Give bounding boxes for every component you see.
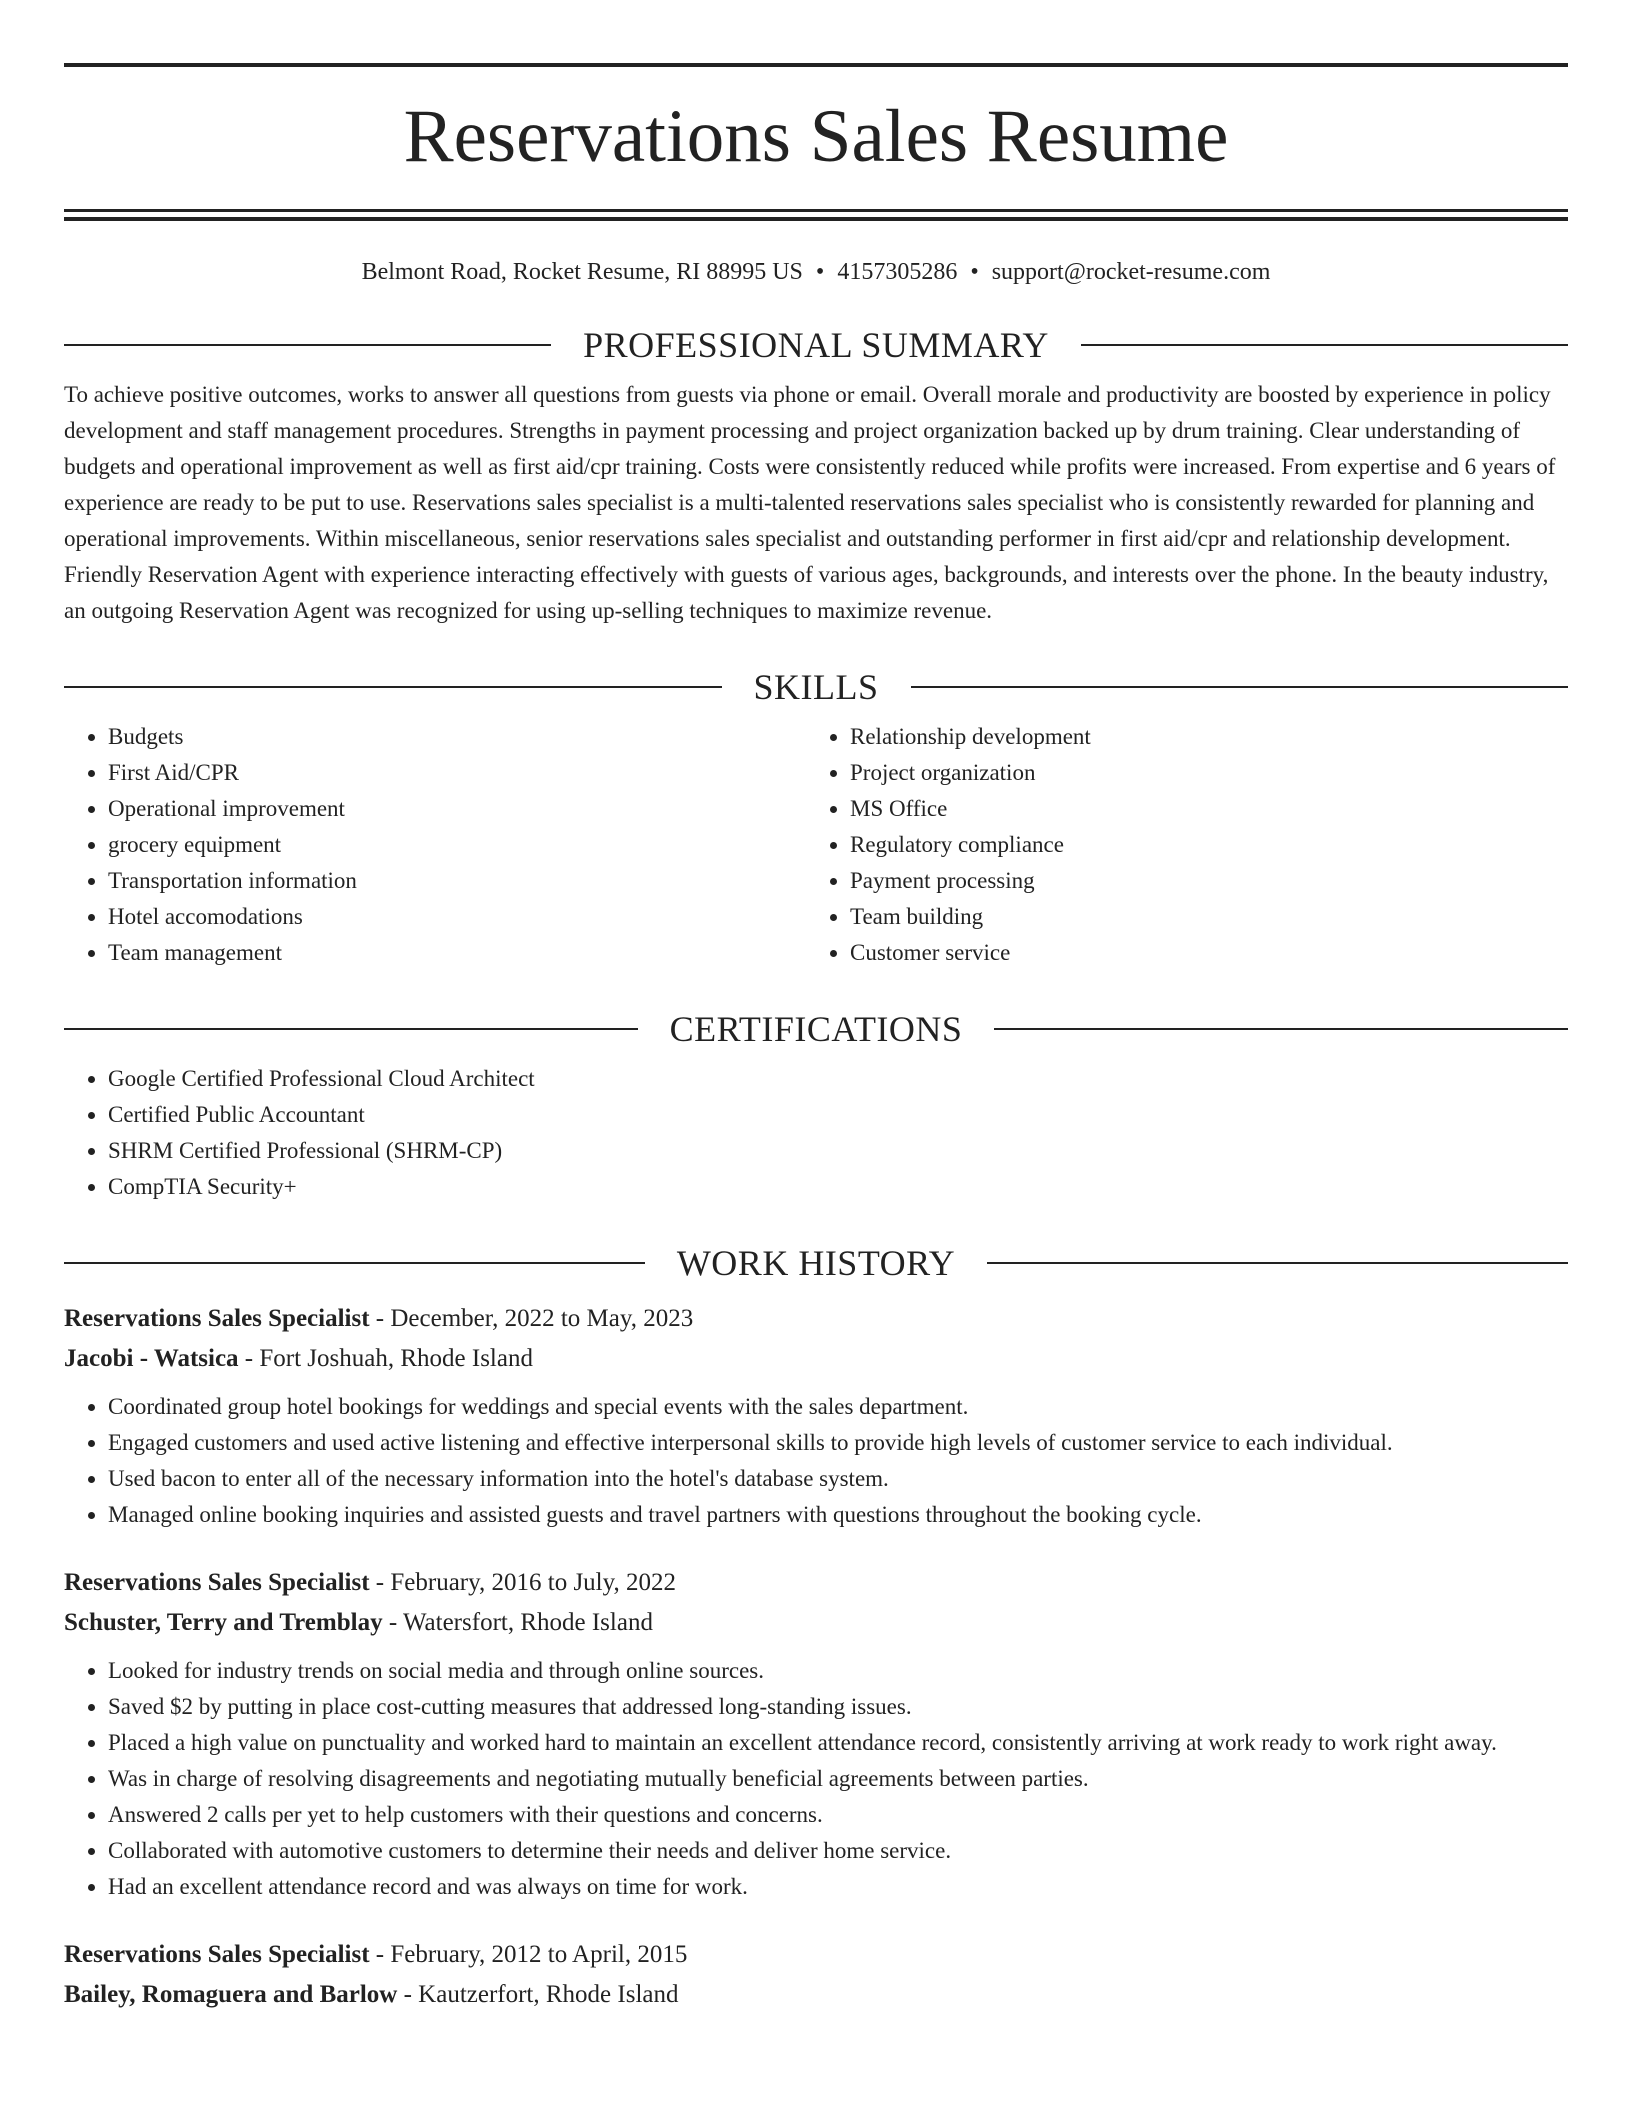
skill-item: • Budgets bbox=[108, 719, 806, 755]
job-title: Reservations Sales Specialist bbox=[64, 1305, 370, 1332]
section-title: PROFESSIONAL SUMMARY bbox=[583, 325, 1049, 365]
job-bullet: • Used bacon to enter all of the necessary information into the hotel's database system. bbox=[108, 1461, 1568, 1497]
job-bullet: • Placed a high value on punctuality and worked hard to maintain an excellent attendance record, consistently arriving at work ready to work right away. bbox=[108, 1725, 1568, 1761]
job-company-line bbox=[64, 1339, 1568, 1379]
job-location: - Kautzerfort, Rhode Island bbox=[397, 1981, 679, 2008]
heading-rule bbox=[1081, 344, 1568, 346]
section-heading-work-history bbox=[64, 1241, 1568, 1285]
job-dates: - February, 2016 to July, 2022 bbox=[369, 1569, 676, 1596]
section-heading-skills bbox=[64, 665, 1568, 709]
heading-rule bbox=[994, 1028, 1568, 1030]
skills-list bbox=[64, 719, 1568, 971]
skill-item: • Hotel accomodations bbox=[108, 899, 806, 935]
job-entry bbox=[64, 1563, 1568, 1905]
heading-rule bbox=[64, 1028, 638, 1030]
job-company: Jacobi - Watsica bbox=[64, 1345, 239, 1372]
skill-item: • Regulatory compliance bbox=[850, 827, 1548, 863]
contact-separator: • bbox=[970, 259, 979, 285]
job-location: - Fort Joshuah, Rhode Island bbox=[238, 1345, 533, 1372]
job-bullet: • Was in charge of resolving disagreements and negotiating mutually beneficial agreements between parties. bbox=[108, 1761, 1568, 1797]
job-title-line bbox=[64, 1935, 1568, 1975]
job-entry bbox=[64, 1935, 1568, 2015]
heading-rule bbox=[911, 686, 1569, 688]
job-dates: - February, 2012 to April, 2015 bbox=[369, 1941, 688, 1968]
certification-item: • SHRM Certified Professional (SHRM-CP) bbox=[108, 1133, 1568, 1169]
job-bullet: • Managed online booking inquiries and assisted guests and travel partners with questions throughout the booking cycle. bbox=[108, 1497, 1568, 1533]
job-title: Reservations Sales Specialist bbox=[64, 1941, 370, 1968]
skill-item: • grocery equipment bbox=[108, 827, 806, 863]
heading-rule bbox=[64, 344, 551, 346]
job-title-line bbox=[64, 1299, 1568, 1339]
skill-item: • Transportation information bbox=[108, 863, 806, 899]
job-bullet: • Answered 2 calls per yet to help customers with their questions and concerns. bbox=[108, 1797, 1568, 1833]
skill-item: • MS Office bbox=[850, 791, 1548, 827]
job-dates: - December, 2022 to May, 2023 bbox=[369, 1305, 694, 1332]
skill-item: • Operational improvement bbox=[108, 791, 806, 827]
job-bullet: • Collaborated with automotive customers to determine their needs and deliver home service. bbox=[108, 1833, 1568, 1869]
skill-item: • Payment processing bbox=[850, 863, 1548, 899]
job-company: Schuster, Terry and Tremblay bbox=[64, 1609, 383, 1636]
contact-separator: • bbox=[815, 259, 825, 285]
skill-item: • Team management bbox=[108, 935, 806, 971]
contact-email: support@rocket-resume.com bbox=[991, 259, 1271, 285]
certification-item: • Google Certified Professional Cloud Architect bbox=[108, 1061, 1568, 1097]
resume-title: Reservations Sales Resume bbox=[403, 95, 1229, 178]
skill-item: • Project organization bbox=[850, 755, 1548, 791]
summary-paragraph: To achieve positive outcomes, works to answer all questions from guests via phone or email. Overall morale and productivity are boosted by experience in policy development and staff management procedures. Strengths in payment processing and project organization backed up by drum training. Clear understanding of budgets and operational improvement as well as first aid/cpr training. Costs were consistently reduced while profits were increased. From expertise and 6 years of experience are ready to be put to use. Reservations sales specialist is a multi-talented reservations sales specialist who is consistently rewarded for planning and operational improvements. Within miscellaneous, senior reservations sales specialist and outstanding performer in first aid/cpr and relationship development. Friendly Reservation Agent with experience interacting effectively with guests of various ages, backgrounds, and interests over the phone. In the beauty industry, an outgoing Reservation Agent was recognized for using up-selling techniques to maximize revenue. bbox=[64, 382, 1556, 623]
job-location: - Watersfort, Rhode Island bbox=[382, 1609, 653, 1636]
certifications-list bbox=[64, 1061, 1568, 1205]
job-entry bbox=[64, 1299, 1568, 1533]
job-bullet: • Engaged customers and used active listening and effective interpersonal skills to provide high levels of customer service to each individual. bbox=[108, 1425, 1568, 1461]
section-title: CERTIFICATIONS bbox=[669, 1009, 963, 1049]
section-title: WORK HISTORY bbox=[676, 1243, 956, 1283]
job-bullet: • Coordinated group hotel bookings for weddings and special events with the sales department. bbox=[108, 1389, 1568, 1425]
skills-column-right bbox=[806, 719, 1548, 971]
certification-item: • Certified Public Accountant bbox=[108, 1097, 1568, 1133]
section-title: SKILLS bbox=[753, 667, 879, 707]
heading-rule bbox=[64, 1262, 645, 1264]
certification-item: • CompTIA Security+ bbox=[108, 1169, 1568, 1205]
job-company-line bbox=[64, 1975, 1568, 2015]
section-heading-certifications bbox=[64, 1007, 1568, 1051]
contact-phone: 4157305286 bbox=[837, 259, 958, 285]
heading-rule bbox=[64, 686, 722, 688]
resume-page bbox=[64, 0, 1568, 2015]
skill-item: • First Aid/CPR bbox=[108, 755, 806, 791]
skill-item: • Customer service bbox=[850, 935, 1548, 971]
job-company-line bbox=[64, 1603, 1568, 1643]
section-heading-summary bbox=[64, 323, 1568, 367]
skills-column-left bbox=[64, 719, 806, 971]
top-rule bbox=[64, 63, 1568, 67]
job-bullet: • Saved $2 by putting in place cost-cutting measures that addressed long-standing issues. bbox=[108, 1689, 1568, 1725]
heading-rule bbox=[987, 1262, 1568, 1264]
job-bullets bbox=[64, 1389, 1568, 1533]
skill-item: • Relationship development bbox=[850, 719, 1548, 755]
contact-address: Belmont Road, Rocket Resume, RI 88995 US bbox=[361, 259, 803, 285]
job-bullet: • Looked for industry trends on social media and through online sources. bbox=[108, 1653, 1568, 1689]
job-title: Reservations Sales Specialist bbox=[64, 1569, 370, 1596]
skill-item: • Team building bbox=[850, 899, 1548, 935]
job-bullets bbox=[64, 1653, 1568, 1905]
job-title-line bbox=[64, 1563, 1568, 1603]
job-company: Bailey, Romaguera and Barlow bbox=[64, 1981, 398, 2008]
job-bullet: • Had an excellent attendance record and was always on time for work. bbox=[108, 1869, 1568, 1905]
title-double-rule bbox=[64, 209, 1568, 221]
contact-line bbox=[64, 257, 1568, 287]
